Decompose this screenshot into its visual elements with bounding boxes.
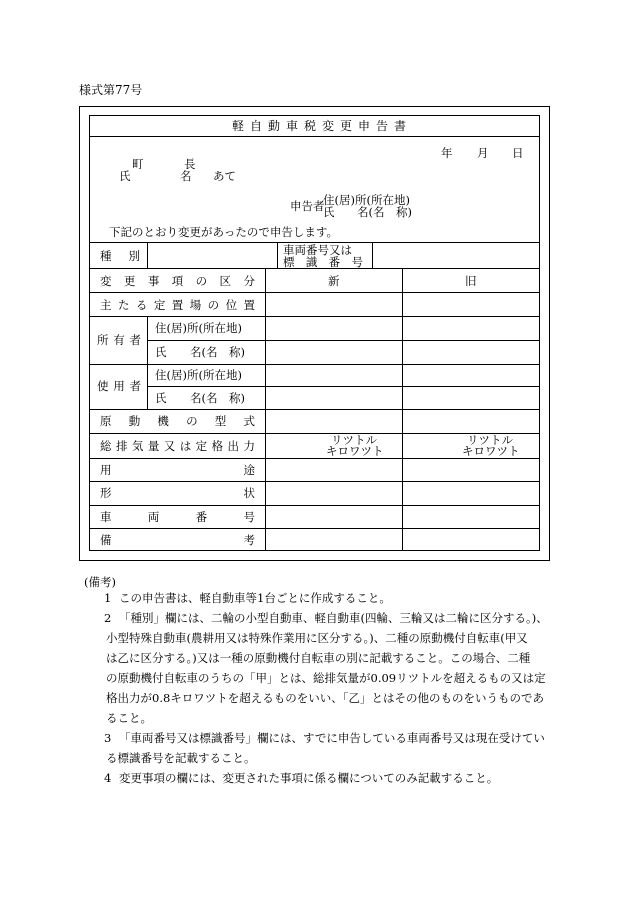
form-number: 様式第77号: [79, 83, 143, 97]
new-liter-unit: リツトル: [331, 433, 377, 447]
owner-name-label-1: 氏: [155, 345, 167, 359]
category-header: 変 更 事 項 の 区 分: [100, 274, 255, 288]
shape-label: 形 状: [100, 486, 255, 500]
main-location-label: 主 た る 定 置 場 の 位 置: [100, 298, 255, 312]
user-address-label: 住(居)所(所在地): [155, 368, 242, 382]
old-header: 旧: [465, 274, 477, 288]
intro-text: 下記のとおり変更があったので申告します。: [109, 225, 338, 239]
remarks-label: 備 考: [100, 533, 255, 547]
addressee-ate: あて: [213, 169, 236, 183]
user-name-label-2: 名(名 称): [190, 391, 245, 405]
old-kilowatt-unit: キロワツト: [462, 444, 520, 458]
plate-label-line2: 標 識 番 号: [283, 255, 363, 269]
note-1-number: 1: [104, 591, 112, 605]
old-liter-unit: リツトル: [467, 433, 513, 447]
note-3-line-1: 「車両番号又は標識番号」欄には、すでに申告している車両番号又は現在受けてい: [119, 731, 545, 745]
note-2-line-5: 格出力が0.8キロワツトを超えるものをいい、「乙」とはその他のものをいうものであ: [106, 691, 545, 705]
new-header: 新: [328, 274, 340, 288]
note-1-line-1: この申告書は、軽自動車等1台ごとに作成すること。: [119, 591, 391, 605]
vehicle-number-label: 車 両 番 号: [100, 510, 255, 524]
addressee-name-2: 名: [180, 169, 192, 183]
note-3-number: 3: [104, 731, 112, 745]
title-divider: [89, 136, 540, 137]
note-2-line-6: ること。: [106, 711, 152, 725]
date-month-label: 月: [477, 146, 489, 160]
note-2-number: 2: [104, 611, 112, 625]
engine-type-label: 原 動 機 の 型 式: [100, 414, 255, 428]
note-2-line-4: の原動機付自転車のうちの「甲」とは、総排気量が0.09リツトルを超えるもの又は定: [106, 671, 546, 685]
declarant-address: 住(居)所(所在地): [323, 193, 410, 207]
user-name-label-1: 氏: [155, 391, 167, 405]
owner-label: 所 有 者: [97, 333, 141, 347]
owner-name-label-2: 名(名 称): [190, 345, 245, 359]
declarant-name-2: 名(名 称): [357, 205, 412, 219]
use-label: 用 途: [100, 463, 255, 477]
shubetsu-label: 種 別: [100, 249, 140, 263]
note-3-line-2: る標識番号を記載すること。: [106, 751, 256, 765]
date-year-label: 年: [441, 146, 453, 160]
form-title: 軽自動車税変更申告書: [232, 119, 413, 133]
addressee-name-1: 氏: [119, 169, 131, 183]
owner-address-label: 住(居)所(所在地): [155, 321, 242, 335]
addressee-town: 町: [132, 157, 144, 171]
declarant-name-1: 氏: [323, 205, 335, 219]
notes-heading: (備考): [84, 575, 116, 589]
note-4-number: 4: [104, 771, 112, 785]
note-2-line-3: は乙に区分する。)又は一種の原動機付自転車の別に記載すること。この場合、二種: [106, 651, 531, 665]
declarant-label: 申告者: [290, 199, 325, 213]
note-2-line-1: 「種別」欄には、二輪の小型自動車、軽自動車(四輪、三輪又は二輪に区分する。)、: [119, 611, 548, 625]
new-kilowatt-unit: キロワツト: [326, 444, 384, 458]
displacement-label: 総 排 気 量 又 は 定 格 出 力: [100, 439, 255, 453]
date-day-label: 日: [512, 146, 524, 160]
addressee-chief: 長: [184, 157, 196, 171]
note-4-line-1: 変更事項の欄には、変更された事項に係る欄についてのみ記載すること。: [119, 771, 499, 785]
user-label: 使 用 者: [97, 379, 141, 393]
plate-label-line1: 車両番号又は: [283, 243, 352, 257]
note-2-line-2: 小型特殊自動車(農耕用又は特殊作業用に区分する。)、二種の原動機付自転車(甲又: [106, 631, 528, 645]
